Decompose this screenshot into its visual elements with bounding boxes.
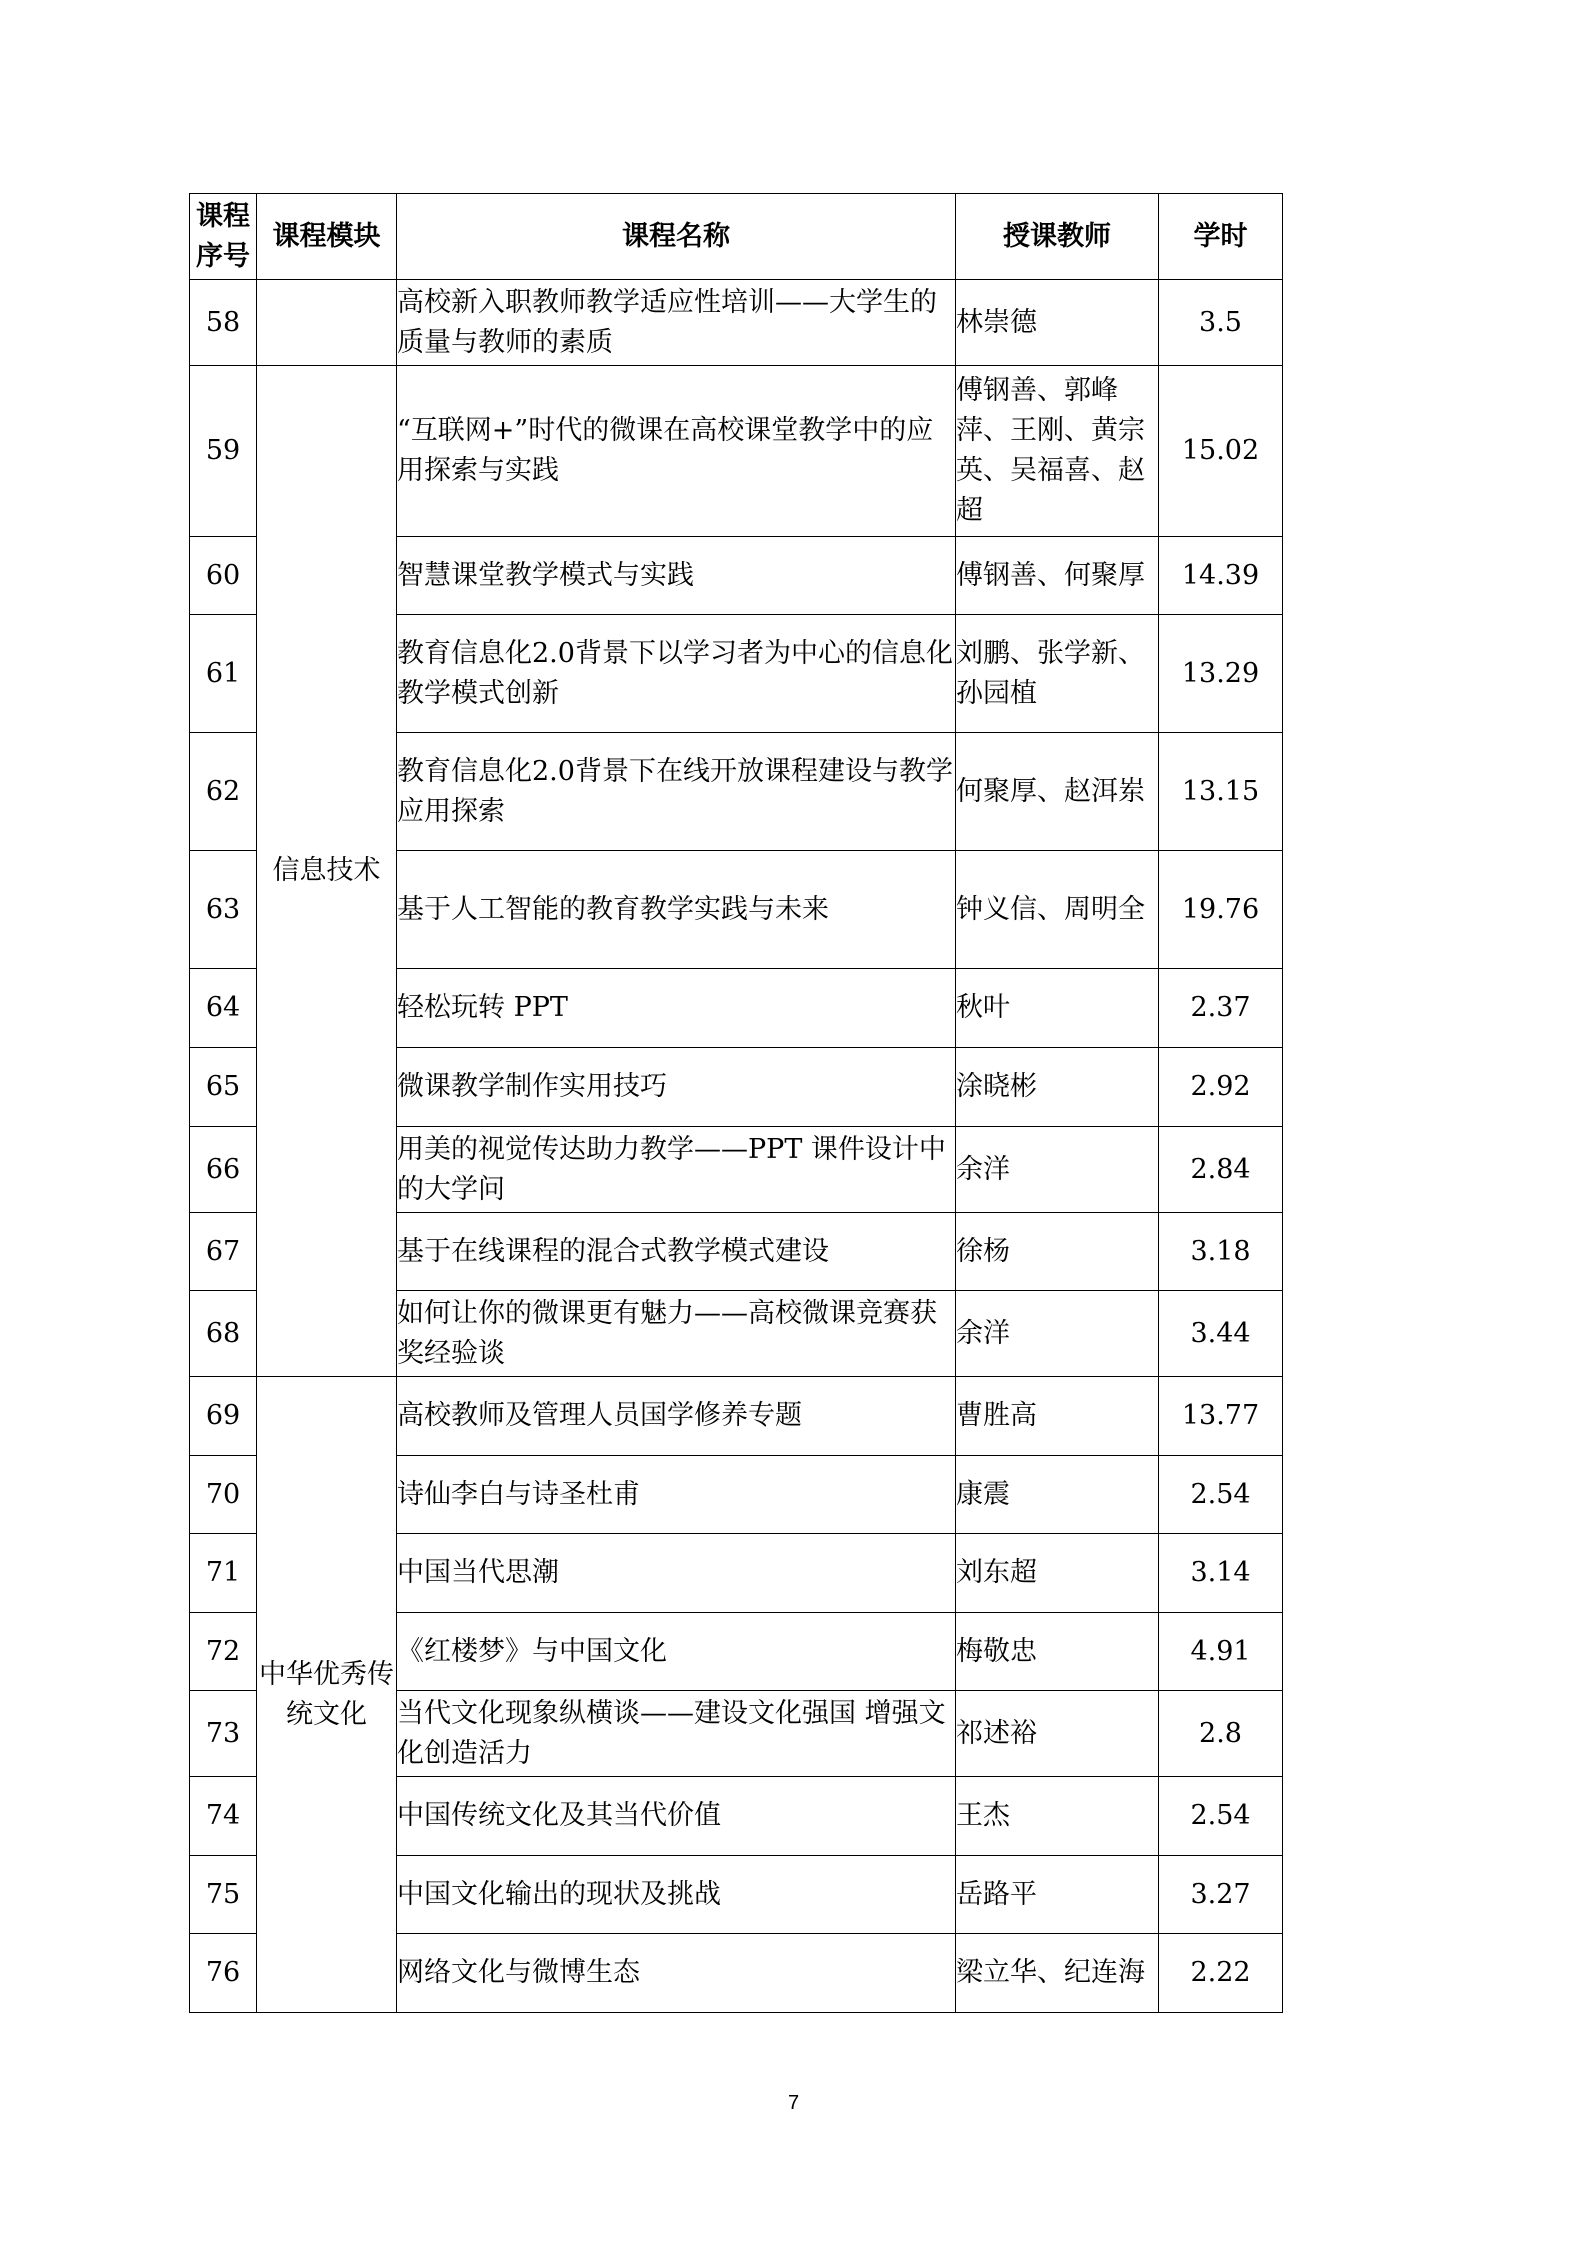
course-hours: 2.37 [1159,969,1283,1048]
course-teacher: 余洋 [956,1127,1159,1213]
course-teacher: 梁立华、纪连海 [956,1934,1159,2013]
course-name: 轻松玩转 PPT [397,969,956,1048]
header-course-module: 课程模块 [257,194,397,280]
course-number: 59 [190,366,257,537]
course-hours: 2.22 [1159,1934,1283,2013]
course-teacher: 王杰 [956,1777,1159,1856]
course-name: 基于人工智能的教育教学实践与未来 [397,851,956,969]
table-row [190,1377,1283,1456]
course-name: 教育信息化2.0背景下以学习者为中心的信息化教学模式创新 [397,615,956,733]
course-teacher: 梅敬忠 [956,1613,1159,1691]
course-teacher: 涂晓彬 [956,1048,1159,1127]
course-name: 高校教师及管理人员国学修养专题 [397,1377,956,1456]
table-row [190,366,1283,537]
course-name: 中国当代思潮 [397,1534,956,1613]
course-teacher: 徐杨 [956,1213,1159,1291]
course-hours: 3.14 [1159,1534,1283,1613]
course-module-empty [257,280,397,366]
course-number: 74 [190,1777,257,1856]
course-hours: 2.54 [1159,1456,1283,1534]
course-hours: 3.44 [1159,1291,1283,1377]
course-hours: 2.8 [1159,1691,1283,1777]
header-hours: 学时 [1159,194,1283,280]
course-number: 63 [190,851,257,969]
course-name: 如何让你的微课更有魅力——高校微课竞赛获奖经验谈 [397,1291,956,1377]
course-number: 68 [190,1291,257,1377]
course-number: 71 [190,1534,257,1613]
course-teacher: 傅钢善、何聚厚 [956,537,1159,615]
course-teacher: 林崇德 [956,280,1159,366]
course-teacher: 秋叶 [956,969,1159,1048]
course-number: 75 [190,1856,257,1934]
page-number: 7 [787,2092,800,2114]
table-row [190,280,1283,366]
module-info-tech: 信息技术 [257,366,397,1377]
course-name: 微课教学制作实用技巧 [397,1048,956,1127]
course-name: 当代文化现象纵横谈——建设文化强国 增强文化创造活力 [397,1691,956,1777]
course-name: 用美的视觉传达助力教学——PPT 课件设计中的大学问 [397,1127,956,1213]
course-hours: 3.5 [1159,280,1283,366]
course-hours: 13.15 [1159,733,1283,851]
header-course-name: 课程名称 [397,194,956,280]
course-number: 69 [190,1377,257,1456]
course-hours: 19.76 [1159,851,1283,969]
course-teacher: 何聚厚、赵洱岽 [956,733,1159,851]
course-table [189,193,1283,2013]
course-teacher: 康震 [956,1456,1159,1534]
course-name: 中国文化输出的现状及挑战 [397,1856,956,1934]
course-teacher: 祁述裕 [956,1691,1159,1777]
course-number: 70 [190,1456,257,1534]
course-number: 60 [190,537,257,615]
course-name: 网络文化与微博生态 [397,1934,956,2013]
course-teacher: 刘东超 [956,1534,1159,1613]
course-teacher: 曹胜高 [956,1377,1159,1456]
course-name: “互联网+”时代的微课在高校课堂教学中的应用探索与实践 [397,366,956,537]
course-hours: 3.18 [1159,1213,1283,1291]
course-name: 诗仙李白与诗圣杜甫 [397,1456,956,1534]
header-teacher: 授课教师 [956,194,1159,280]
course-teacher: 余洋 [956,1291,1159,1377]
course-teacher: 刘鹏、张学新、孙园植 [956,615,1159,733]
course-number: 76 [190,1934,257,2013]
header-row [190,194,1283,280]
course-name: 中国传统文化及其当代价值 [397,1777,956,1856]
header-course-number: 课程序号 [190,194,257,280]
course-name: 教育信息化2.0背景下在线开放课程建设与教学应用探索 [397,733,956,851]
course-number: 65 [190,1048,257,1127]
course-hours: 15.02 [1159,366,1283,537]
course-teacher: 岳路平 [956,1856,1159,1934]
module-culture: 中华优秀传统文化 [257,1377,397,2013]
course-number: 72 [190,1613,257,1691]
course-teacher: 傅钢善、郭峰萍、王刚、黄宗英、吴福喜、赵超 [956,366,1159,537]
course-hours: 2.92 [1159,1048,1283,1127]
course-hours: 3.27 [1159,1856,1283,1934]
course-name: 高校新入职教师教学适应性培训——大学生的质量与教师的素质 [397,280,956,366]
course-hours: 13.29 [1159,615,1283,733]
course-name: 智慧课堂教学模式与实践 [397,537,956,615]
course-number: 66 [190,1127,257,1213]
course-number: 58 [190,280,257,366]
course-name: 《红楼梦》与中国文化 [397,1613,956,1691]
course-teacher: 钟义信、周明全 [956,851,1159,969]
course-hours: 14.39 [1159,537,1283,615]
course-number: 73 [190,1691,257,1777]
course-number: 67 [190,1213,257,1291]
course-number: 64 [190,969,257,1048]
course-hours: 2.54 [1159,1777,1283,1856]
course-hours: 13.77 [1159,1377,1283,1456]
course-number: 61 [190,615,257,733]
course-name: 基于在线课程的混合式教学模式建设 [397,1213,956,1291]
course-hours: 4.91 [1159,1613,1283,1691]
course-number: 62 [190,733,257,851]
course-hours: 2.84 [1159,1127,1283,1213]
